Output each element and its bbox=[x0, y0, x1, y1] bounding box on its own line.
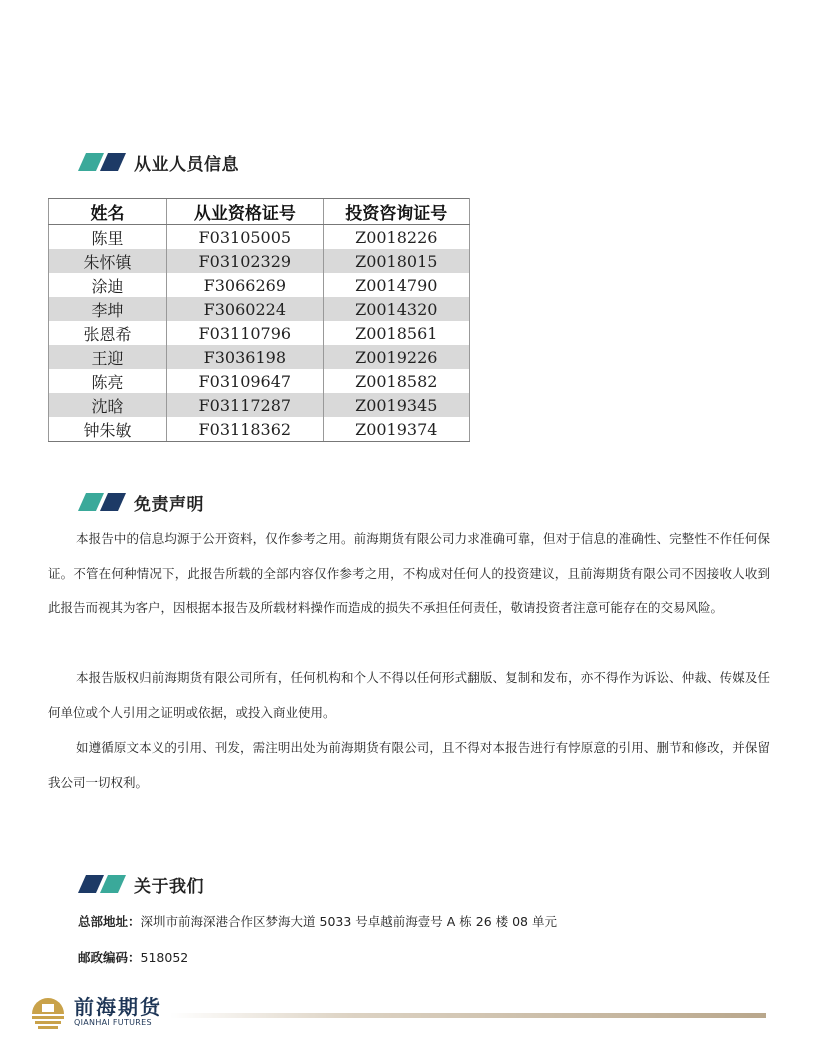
postcode-value: 518052 bbox=[140, 950, 189, 965]
cell-practice-cert: F3060224 bbox=[167, 297, 323, 321]
section-marker-icon bbox=[78, 153, 126, 171]
disclaimer-paragraph-3: 如遵循原文本义的引用、刊发，需注明出处为前海期货有限公司，且不得对本报告进行有悖原意的引用、删节和修改，并保留我公司一切权利。 bbox=[48, 740, 770, 790]
company-logo-english: QIANHAI FUTURES bbox=[74, 1018, 152, 1027]
staff-section-header bbox=[78, 150, 239, 174]
cell-name: 朱怀镇 bbox=[49, 249, 167, 273]
table-row bbox=[49, 393, 470, 417]
table-row bbox=[49, 249, 470, 273]
cell-name: 张恩希 bbox=[49, 321, 167, 345]
address-value: 深圳市前海深港合作区梦海大道 5033 号卓越前海壹号 A 栋 26 楼 08 单元 bbox=[140, 914, 557, 929]
table-row bbox=[49, 417, 470, 442]
table-header-row bbox=[49, 199, 470, 225]
column-header-practice-cert: 从业资格证号 bbox=[167, 199, 323, 225]
cell-advisory-cert: Z0019345 bbox=[323, 393, 469, 417]
company-logo-text bbox=[74, 996, 162, 1028]
cell-practice-cert: F03117287 bbox=[167, 393, 323, 417]
cell-practice-cert: F03105005 bbox=[167, 225, 323, 250]
cell-practice-cert: F3066269 bbox=[167, 273, 323, 297]
disclaimer-section-header bbox=[78, 490, 204, 514]
address-line bbox=[78, 912, 557, 930]
cell-practice-cert: F03102329 bbox=[167, 249, 323, 273]
cell-practice-cert: F03118362 bbox=[167, 417, 323, 442]
section-marker-icon bbox=[78, 493, 126, 511]
table-row bbox=[49, 273, 470, 297]
about-section-header bbox=[78, 872, 204, 896]
cell-practice-cert: F03110796 bbox=[167, 321, 323, 345]
staff-table bbox=[48, 198, 470, 442]
table-row bbox=[49, 345, 470, 369]
column-header-name: 姓名 bbox=[49, 199, 167, 225]
company-logo bbox=[28, 990, 170, 1034]
table-row bbox=[49, 225, 470, 250]
cell-advisory-cert: Z0019226 bbox=[323, 345, 469, 369]
table-row bbox=[49, 297, 470, 321]
cell-advisory-cert: Z0014790 bbox=[323, 273, 469, 297]
cell-advisory-cert: Z0018582 bbox=[323, 369, 469, 393]
cell-advisory-cert: Z0018226 bbox=[323, 225, 469, 250]
cell-practice-cert: F3036198 bbox=[167, 345, 323, 369]
cell-practice-cert: F03109647 bbox=[167, 369, 323, 393]
postcode-label: 邮政编码： bbox=[78, 950, 141, 965]
table-row bbox=[49, 369, 470, 393]
staff-section-title: 从业人员信息 bbox=[134, 154, 239, 175]
about-section-title: 关于我们 bbox=[134, 876, 204, 897]
cell-name: 涂迪 bbox=[49, 273, 167, 297]
footer-divider bbox=[170, 1013, 766, 1018]
column-header-advisory-cert: 投资咨询证号 bbox=[323, 199, 469, 225]
cell-advisory-cert: Z0018015 bbox=[323, 249, 469, 273]
cell-name: 陈里 bbox=[49, 225, 167, 250]
postcode-line bbox=[78, 948, 188, 966]
cell-name: 陈亮 bbox=[49, 369, 167, 393]
company-logo-icon bbox=[28, 992, 68, 1032]
section-marker-icon bbox=[78, 875, 126, 893]
disclaimer-paragraph-2: 本报告版权归前海期货有限公司所有，任何机构和个人不得以任何形式翻版、复制和发布，亦不得作为诉讼、仲裁、传媒及任何单位或个人引用之证明或依据，或投入商业使用。 bbox=[48, 670, 770, 720]
company-logo-chinese: 前海期货 bbox=[74, 995, 162, 1019]
disclaimer-paragraph-1: 本报告中的信息均源于公开资料，仅作参考之用。前海期货有限公司力求准确可靠，但对于信息的准确性、完整性不作任何保证。不管在何种情况下，此报告所载的全部内容仅作参考之用，不构成对任何人的投资建议，且前海期货有限公司不因接收人收到此报告而视其为客户，因根据本报告及所载材料操作而造成的损失不承担任何责任，敬请投资者注意可能存在的交易风险。 bbox=[48, 531, 770, 615]
cell-name: 沈晗 bbox=[49, 393, 167, 417]
cell-name: 李坤 bbox=[49, 297, 167, 321]
disclaimer-section-title: 免责声明 bbox=[134, 494, 204, 515]
cell-advisory-cert: Z0019374 bbox=[323, 417, 469, 442]
address-label: 总部地址： bbox=[78, 914, 141, 929]
cell-advisory-cert: Z0014320 bbox=[323, 297, 469, 321]
cell-advisory-cert: Z0018561 bbox=[323, 321, 469, 345]
cell-name: 钟朱敏 bbox=[49, 417, 167, 442]
table-row bbox=[49, 321, 470, 345]
cell-name: 王迎 bbox=[49, 345, 167, 369]
